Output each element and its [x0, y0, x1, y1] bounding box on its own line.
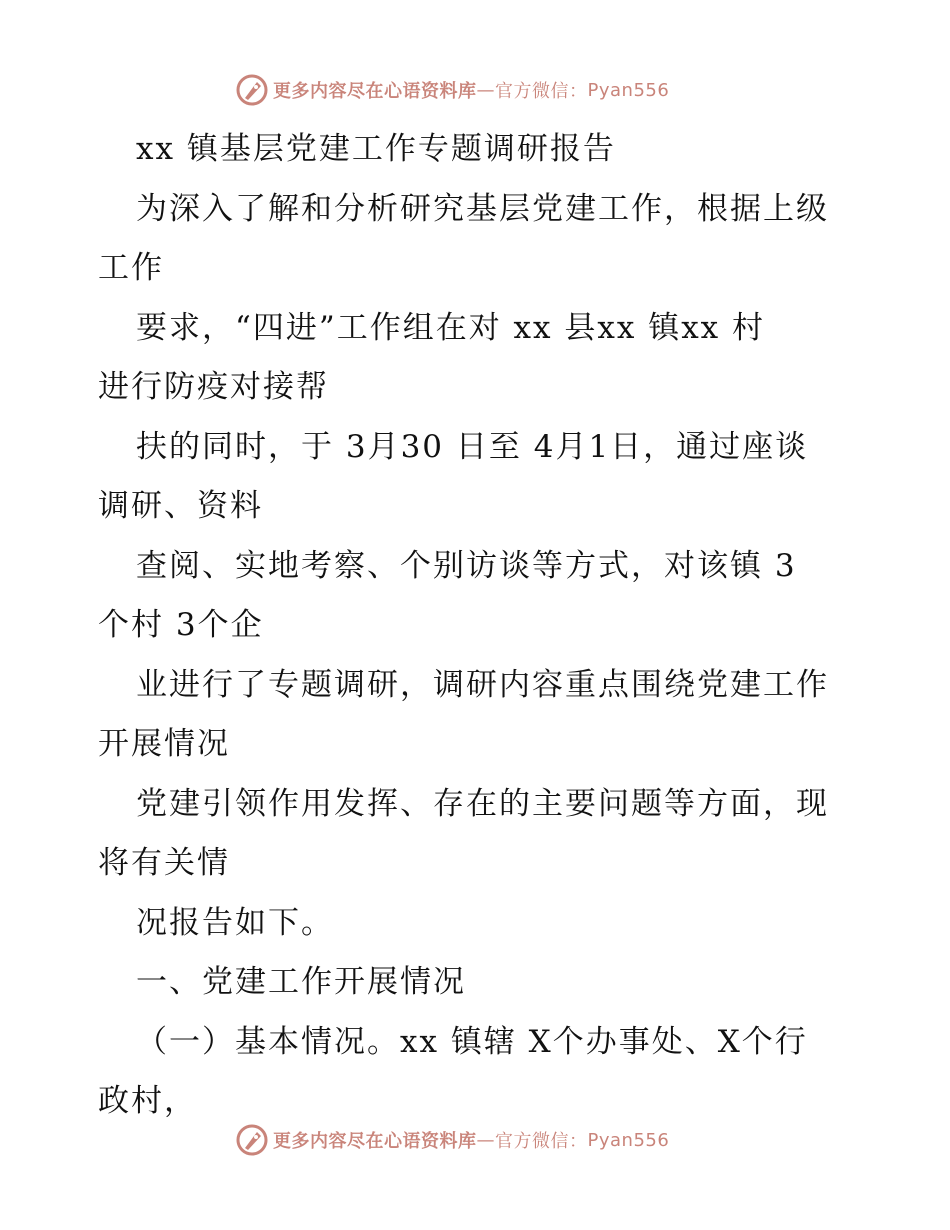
paragraph-line: 开展情况 — [98, 726, 230, 762]
section-heading: 一、党建工作开展情况 — [136, 964, 466, 1000]
paragraph-line: 业进行了专题调研，调研内容重点围绕党建工作 — [136, 666, 829, 703]
document-title: xx 镇基层党建工作专题调研报告 — [136, 131, 616, 167]
watermark-title: 更多内容尽在心语资料库 — [273, 1131, 477, 1152]
watermark-wechat-id: Pyan556 — [587, 1129, 670, 1151]
watermark-header — [235, 73, 669, 107]
paragraph-line: 扶的同时，于 3月30 日至 4月1日，通过座谈 — [136, 428, 809, 465]
watermark-wechat-id: Pyan556 — [587, 79, 670, 101]
paragraph-line: 为深入了解和分析研究基层党建工作，根据上级 — [136, 190, 829, 227]
paragraph-line: 进行防疫对接帮 — [98, 369, 329, 405]
watermark-wechat-label: 官方微信： — [495, 81, 588, 102]
watermark-dash: — — [476, 1129, 495, 1151]
paragraph-line: 党建引领作用发挥、存在的主要问题等方面，现 — [136, 785, 829, 822]
paragraph-line: 查阅、实地考察、个别访谈等方式，对该镇 3 — [136, 547, 797, 584]
paragraph-line: （一）基本情况。xx 镇辖 X个办事处、X个行 — [136, 1023, 808, 1060]
paragraph-line: 政村， — [98, 1083, 197, 1119]
watermark-footer — [235, 1123, 669, 1157]
watermark-title: 更多内容尽在心语资料库 — [273, 81, 477, 102]
paragraph-line: 工作 — [98, 250, 164, 286]
pen-nib-icon — [235, 73, 269, 107]
paragraph-line: 个村 3个企 — [98, 607, 264, 643]
paragraph-line: 况报告如下。 — [136, 904, 334, 941]
pen-nib-icon — [235, 1123, 269, 1157]
watermark-wechat-label: 官方微信： — [495, 1131, 588, 1152]
watermark-dash: — — [476, 79, 495, 101]
paragraph-line: 调研、资料 — [98, 488, 263, 524]
paragraph-line: 要求，“四进”工作组在对 xx 县xx 镇xx 村 — [136, 309, 766, 346]
document-body — [98, 120, 858, 1132]
paragraph-line: 将有关情 — [98, 845, 230, 881]
